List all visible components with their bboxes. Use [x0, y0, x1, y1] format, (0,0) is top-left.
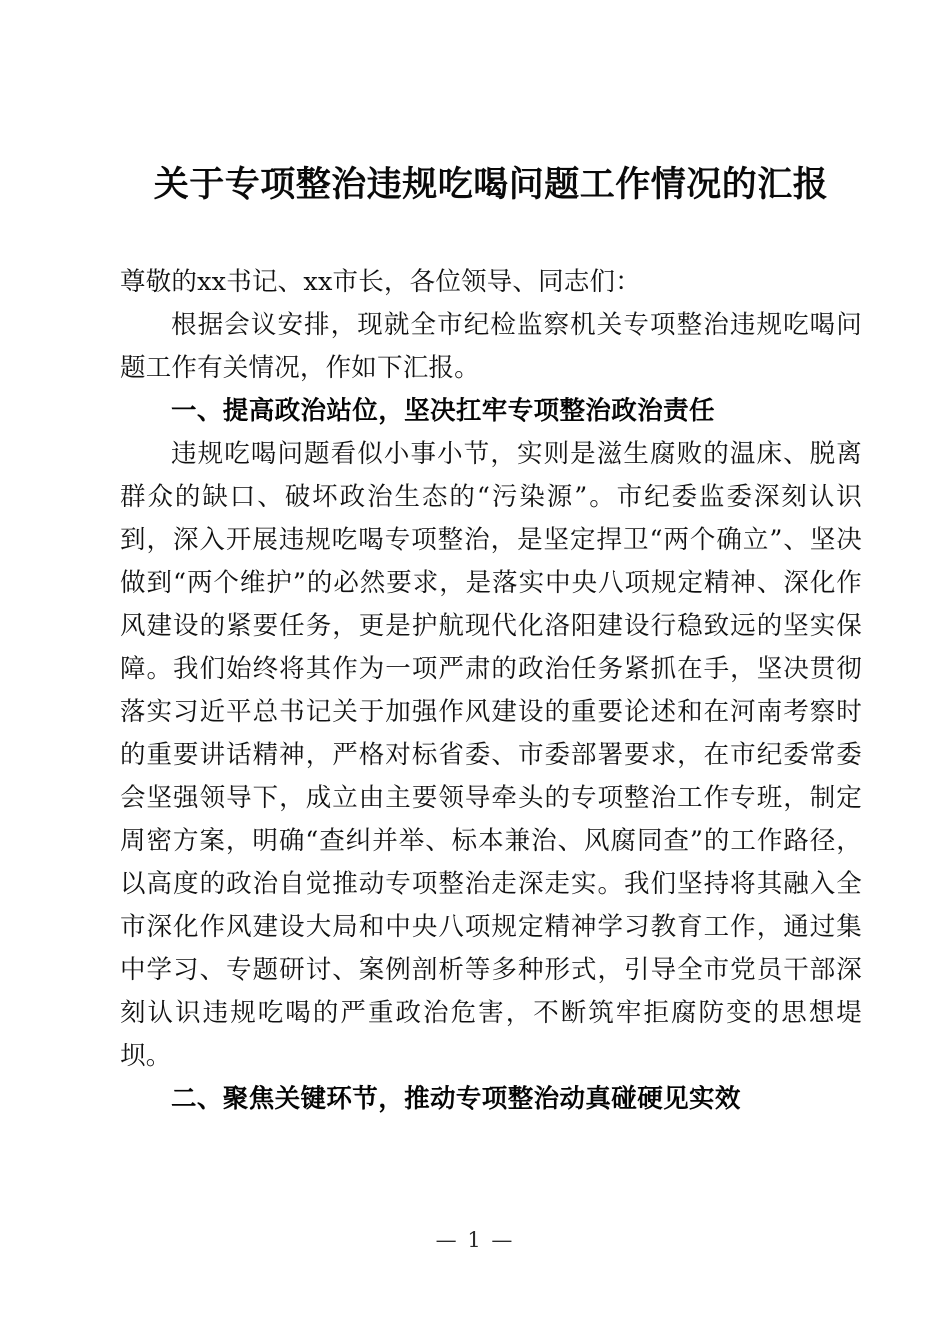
- section-one-paragraph: 违规吃喝问题看似小事小节，实则是滋生腐败的温床、脱离群众的缺口、破坏政治生态的“污染源”。市纪委监委深刻认识到，深入开展违规吃喝专项整治，是坚定捍卫“两个确立”、坚决做到“两个维护”的必然要求，是落实中央八项规定精神、深化作风建设的紧要任务，更是护航现代化洛阳建设行稳致远的坚实保障。我们始终将其作为一项严肃的政治任务紧抓在手，坚决贯彻落实习近平总书记关于加强作风建设的重要论述和在河南考察时的重要讲话精神，严格对标省委、市委部署要求，在市纪委常委会坚强领导下，成立由主要领导牵头的专项整治工作专班，制定周密方案，明确“查纠并举、标本兼治、风腐同查”的工作路径，以高度的政治自觉推动专项整治走深走实。我们坚持将其融入全市深化作风建设大局和中央八项规定精神学习教育工作，通过集中学习、专题研讨、案例剖析等多种形式，引导全市党员干部深刻认识违规吃喝的严重政治危害，不断筑牢拒腐防变的思想堤坝。: [120, 439, 862, 1071]
- opening-paragraph: 根据会议安排，现就全市纪检监察机关专项整治违规吃喝问题工作有关情况，作如下汇报。: [120, 310, 862, 383]
- salutation-line: 尊敬的xx书记、xx市长，各位领导、同志们：: [120, 267, 641, 297]
- section-heading-one: 一、提高政治站位，坚决扛牢专项整治政治责任: [171, 396, 715, 426]
- section-heading-two: 二、聚焦关键环节，推动专项整治动真碰硬见实效: [171, 1084, 741, 1114]
- document-body: [120, 0, 862, 1121]
- page-title: 关于专项整治违规吃喝问题工作情况的汇报: [153, 164, 829, 205]
- page-number-footer: — 1 —: [435, 1228, 515, 1252]
